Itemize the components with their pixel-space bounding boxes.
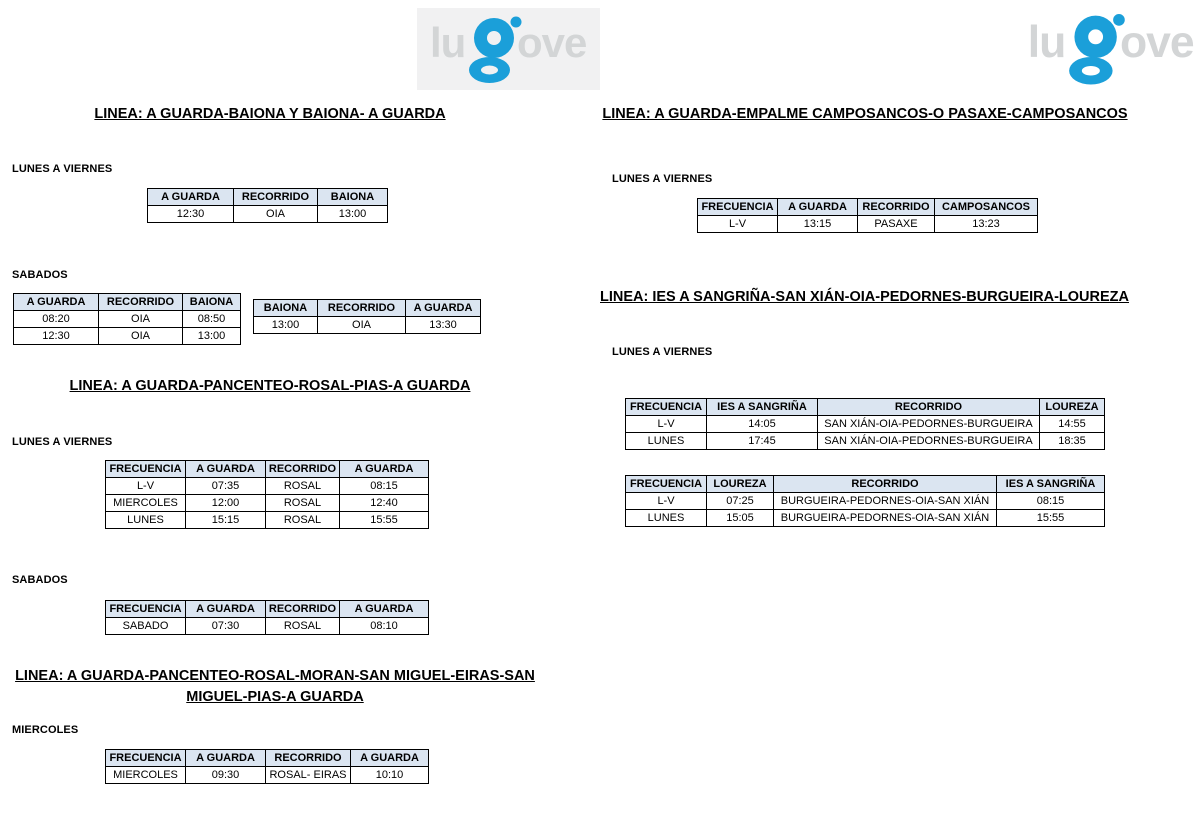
table-cell: 08:20 — [14, 311, 99, 328]
table-row — [106, 495, 429, 512]
line4-weekday-table — [697, 198, 1038, 233]
lugove-logo-icon — [417, 8, 600, 90]
table-cell: 15:15 — [186, 512, 266, 529]
line5-outbound-table — [625, 398, 1105, 450]
table-row — [148, 206, 388, 223]
header-row — [626, 476, 1105, 493]
table-cell: 08:50 — [183, 311, 241, 328]
table-row — [106, 618, 429, 635]
column-header: A GUARDA — [340, 461, 429, 478]
table-cell: ROSAL — [266, 495, 340, 512]
header-row — [106, 461, 429, 478]
table-row — [14, 328, 241, 345]
table-row — [626, 433, 1105, 450]
header-row — [698, 199, 1038, 216]
column-header: A GUARDA — [186, 601, 266, 618]
table-cell: ROSAL- EIRAS — [266, 767, 351, 784]
column-header: FRECUENCIA — [626, 399, 707, 416]
column-header: CAMPOSANCOS — [935, 199, 1038, 216]
line1-saturday-return-table — [253, 299, 481, 334]
line5-title: LINEA: IES A SANGRIÑA-SAN XIÁN-OIA-PEDORNES-BURGUEIRA-LOUREZA — [600, 289, 1129, 305]
table-cell: 18:35 — [1040, 433, 1105, 450]
table-cell: 17:45 — [707, 433, 818, 450]
column-header: RECORRIDO — [266, 750, 351, 767]
column-header: A GUARDA — [186, 750, 266, 767]
table-cell: 07:35 — [186, 478, 266, 495]
table-cell: 12:30 — [14, 328, 99, 345]
line2-weekday-label: LUNES A VIERNES — [12, 436, 113, 448]
lugove-logo-left — [417, 8, 600, 90]
column-header: A GUARDA — [186, 461, 266, 478]
logo-text-lu: lu — [1027, 17, 1066, 67]
table-row — [254, 317, 481, 334]
column-header: FRECUENCIA — [626, 476, 707, 493]
table-cell: LUNES — [106, 512, 186, 529]
table-cell: ROSAL — [266, 478, 340, 495]
table-cell: 15:55 — [997, 510, 1105, 527]
line3-wednesday-label: MIERCOLES — [12, 724, 79, 736]
line1-title: LINEA: A GUARDA-BAIONA Y BAIONA- A GUARDA — [94, 106, 446, 122]
header-row — [106, 750, 429, 767]
column-header: LOUREZA — [1040, 399, 1105, 416]
table-cell: SAN XIÁN-OIA-PEDORNES-BURGUEIRA — [818, 433, 1040, 450]
table-cell: 09:30 — [186, 767, 266, 784]
table-cell: MIERCOLES — [106, 495, 186, 512]
column-header: IES A SANGRIÑA — [997, 476, 1105, 493]
column-header: A GUARDA — [351, 750, 429, 767]
column-header: RECORRIDO — [266, 601, 340, 618]
logo-text-ove: ove — [1120, 17, 1194, 67]
column-header: A GUARDA — [14, 294, 99, 311]
table-row — [626, 510, 1105, 527]
table-cell: 10:10 — [351, 767, 429, 784]
table-cell: 13:00 — [183, 328, 241, 345]
column-header: FRECUENCIA — [698, 199, 778, 216]
line4-title: LINEA: A GUARDA-EMPALME CAMPOSANCOS-O PASAXE-CAMPOSANCOS — [602, 106, 1128, 122]
table-cell: BURGUEIRA-PEDORNES-OIA-SAN XIÁN — [774, 493, 997, 510]
column-header: RECORRIDO — [818, 399, 1040, 416]
column-header: A GUARDA — [778, 199, 858, 216]
table-cell: BURGUEIRA-PEDORNES-OIA-SAN XIÁN — [774, 510, 997, 527]
table-cell: 12:00 — [186, 495, 266, 512]
table-cell: 07:25 — [707, 493, 774, 510]
table-cell: 15:05 — [707, 510, 774, 527]
table-cell: L-V — [106, 478, 186, 495]
table-cell: 14:55 — [1040, 416, 1105, 433]
header-row — [106, 601, 429, 618]
table-row — [626, 493, 1105, 510]
table-cell: 12:40 — [340, 495, 429, 512]
table-cell: 08:15 — [340, 478, 429, 495]
table-cell: 08:15 — [997, 493, 1105, 510]
line3-title: LINEA: A GUARDA-PANCENTEO-ROSAL-MORAN-SAN MIGUEL-EIRAS-SAN MIGUEL-PIAS-A GUARDA — [15, 668, 535, 705]
line5-weekday-label: LUNES A VIERNES — [612, 346, 713, 358]
column-header: FRECUENCIA — [106, 601, 186, 618]
column-header: RECORRIDO — [858, 199, 935, 216]
logo-g-ring-icon — [1074, 16, 1116, 58]
line1-weekday-label: LUNES A VIERNES — [12, 163, 113, 175]
header-row — [148, 189, 388, 206]
table-cell: OIA — [99, 311, 183, 328]
logo-text-lu: lu — [430, 19, 466, 66]
lugove-logo-right — [1014, 5, 1200, 92]
header-row — [14, 294, 241, 311]
line1-saturday-outbound-table — [13, 293, 241, 345]
column-header: RECORRIDO — [774, 476, 997, 493]
table-cell: ROSAL — [266, 618, 340, 635]
column-header: A GUARDA — [406, 300, 481, 317]
column-header: BAIONA — [318, 189, 388, 206]
table-cell: 13:23 — [935, 216, 1038, 233]
table-cell: 13:15 — [778, 216, 858, 233]
line1-saturday-label: SABADOS — [12, 269, 68, 281]
table-cell: SAN XIÁN-OIA-PEDORNES-BURGUEIRA — [818, 416, 1040, 433]
table-cell: 13:00 — [254, 317, 318, 334]
header-row — [254, 300, 481, 317]
logo-g-ring-icon — [474, 18, 514, 58]
column-header: BAIONA — [254, 300, 318, 317]
table-row — [698, 216, 1038, 233]
line4-weekday-label: LUNES A VIERNES — [612, 173, 713, 185]
line2-saturday-label: SABADOS — [12, 574, 68, 586]
table-cell: OIA — [234, 206, 318, 223]
table-cell: OIA — [318, 317, 406, 334]
line1-weekday-table — [147, 188, 388, 223]
table-row — [106, 512, 429, 529]
table-row — [106, 767, 429, 784]
logo-g-oval-icon — [1069, 57, 1112, 85]
line3-wednesday-table — [105, 749, 429, 784]
line5-return-table — [625, 475, 1105, 527]
column-header: LOUREZA — [707, 476, 774, 493]
table-cell: SABADO — [106, 618, 186, 635]
table-cell: LUNES — [626, 433, 707, 450]
table-row — [106, 478, 429, 495]
line2-title: LINEA: A GUARDA-PANCENTEO-ROSAL-PIAS-A GUARDA — [69, 378, 471, 394]
table-cell: ROSAL — [266, 512, 340, 529]
table-cell: 12:30 — [148, 206, 234, 223]
column-header: RECORRIDO — [266, 461, 340, 478]
table-cell: LUNES — [626, 510, 707, 527]
line2-weekday-table — [105, 460, 429, 529]
column-header: FRECUENCIA — [106, 461, 186, 478]
column-header: A GUARDA — [148, 189, 234, 206]
column-header: RECORRIDO — [99, 294, 183, 311]
column-header: BAIONA — [183, 294, 241, 311]
logo-g-oval-icon — [469, 57, 510, 83]
line2-saturday-table — [105, 600, 429, 635]
table-cell: 15:55 — [340, 512, 429, 529]
lugove-logo-icon — [1014, 5, 1200, 92]
column-header: RECORRIDO — [234, 189, 318, 206]
column-header: RECORRIDO — [318, 300, 406, 317]
table-cell: OIA — [99, 328, 183, 345]
column-header: FRECUENCIA — [106, 750, 186, 767]
table-cell: 07:30 — [186, 618, 266, 635]
table-cell: L-V — [626, 493, 707, 510]
column-header: IES A SANGRIÑA — [707, 399, 818, 416]
column-header: A GUARDA — [340, 601, 429, 618]
table-row — [626, 416, 1105, 433]
table-cell: 08:10 — [340, 618, 429, 635]
table-cell: 13:00 — [318, 206, 388, 223]
table-cell: 13:30 — [406, 317, 481, 334]
logo-text-ove: ove — [517, 19, 587, 66]
header-row — [626, 399, 1105, 416]
table-cell: 14:05 — [707, 416, 818, 433]
table-cell: L-V — [698, 216, 778, 233]
table-cell: L-V — [626, 416, 707, 433]
table-cell: MIERCOLES — [106, 767, 186, 784]
table-row — [14, 311, 241, 328]
table-cell: PASAXE — [858, 216, 935, 233]
